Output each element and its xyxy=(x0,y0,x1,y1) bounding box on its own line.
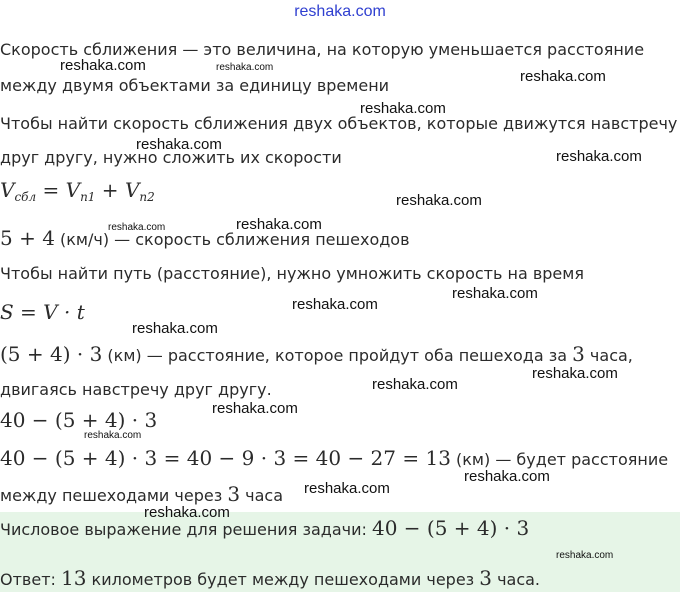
watermark: reshaka.com xyxy=(372,376,458,393)
formula-v-lhs-sub: сбл xyxy=(14,190,37,204)
distance-expression: (5 + 4) · 3 xyxy=(0,342,103,366)
approach-speed-definition-cont: между двумя объектами за единицу времени xyxy=(0,76,390,95)
watermark: reshaka.com xyxy=(212,400,298,417)
remaining-expression xyxy=(0,410,157,432)
watermark: reshaka.com xyxy=(216,62,274,73)
watermark: reshaka.com xyxy=(556,148,642,165)
watermark: reshaka.com xyxy=(396,192,482,209)
watermark: reshaka.com xyxy=(60,57,146,74)
watermark: reshaka.com xyxy=(144,504,230,521)
formula-s: S = V · t xyxy=(0,300,85,324)
speed-unit: (км/ч) xyxy=(54,230,110,249)
formula-v-lhs: V xyxy=(0,178,15,202)
answer-prefix: Ответ: xyxy=(0,570,61,589)
distance-hours: 3 xyxy=(572,342,585,366)
formula-eq: = xyxy=(36,178,66,202)
answer-value: 13 xyxy=(60,566,87,590)
distance-unit: (км) xyxy=(102,346,142,365)
approach-speed-definition: Скорость сближения — это величина, на которую уменьшается расстояние xyxy=(0,40,645,59)
watermark: reshaka.com xyxy=(108,222,166,233)
answer-expression: 40 − (5 + 4) · 3 xyxy=(371,516,530,540)
watermark: reshaka.com xyxy=(132,320,218,337)
calc-expression: 40 − (5 + 4) · 3 = 40 − 9 · 3 = 40 − 27 = 13 xyxy=(0,446,451,470)
watermark: reshaka.com xyxy=(452,285,538,302)
answer-text-end: часа. xyxy=(491,570,541,589)
answer-expression-label: Числовое выражение для решения задачи: xyxy=(0,520,372,539)
answer-hours: 3 xyxy=(479,566,492,590)
watermark: reshaka.com xyxy=(360,100,446,117)
watermark: reshaka.com xyxy=(556,550,614,561)
calc-text: — будет расстояние xyxy=(490,450,669,469)
site-logo[interactable]: reshaka.com xyxy=(294,3,386,20)
formula-v-t2-sub: п2 xyxy=(139,190,155,204)
calc-text-2-end: часа xyxy=(240,486,283,505)
watermark: reshaka.com xyxy=(464,468,550,485)
watermark: reshaka.com xyxy=(84,430,142,441)
speed-text: — скорость сближения пешеходов xyxy=(109,230,410,249)
speed-expression: 5 + 4 xyxy=(0,226,55,250)
distance-calc xyxy=(0,344,633,366)
watermark: reshaka.com xyxy=(520,68,606,85)
calc-unit: (км) xyxy=(450,450,491,469)
formula-v-t1: V xyxy=(65,178,81,202)
approach-speed-calc xyxy=(0,228,410,250)
calc-text-2: между пешеходами через xyxy=(0,486,228,505)
watermark: reshaka.com xyxy=(292,296,378,313)
distance-text: — расстояние, которое пройдут оба пешехода за xyxy=(141,346,573,365)
watermark: reshaka.com xyxy=(236,216,322,233)
distance-calc-cont: двигаясь навстречу друг другу. xyxy=(0,380,272,399)
answer-text: километров будет между пешеходами через xyxy=(86,570,480,589)
final-calc-cont xyxy=(0,484,283,506)
approach-speed-rule: Чтобы найти скорость сближения двух объектов, которые движутся навстречу xyxy=(0,114,678,133)
formula-plus: + xyxy=(95,178,125,202)
formula-v-t1-sub: п1 xyxy=(80,190,96,204)
distance-rule: Чтобы найти путь (расстояние), нужно умножить скорость на время xyxy=(0,264,584,283)
approach-speed-rule-cont: друг другу, нужно сложить их скорости xyxy=(0,148,342,167)
answer-expression-line xyxy=(0,518,529,540)
watermark: reshaka.com xyxy=(136,136,222,153)
final-calc xyxy=(0,448,668,470)
remaining-expr: 40 − (5 + 4) · 3 xyxy=(0,408,158,432)
answer-line xyxy=(0,568,540,590)
calc-hours: 3 xyxy=(227,482,241,506)
formula-v-t2: V xyxy=(124,178,140,202)
formula-distance xyxy=(0,302,85,324)
distance-text-end: часа, xyxy=(584,346,633,365)
formula-approach-speed xyxy=(0,180,155,203)
watermark: reshaka.com xyxy=(532,365,618,382)
watermark: reshaka.com xyxy=(304,480,390,497)
